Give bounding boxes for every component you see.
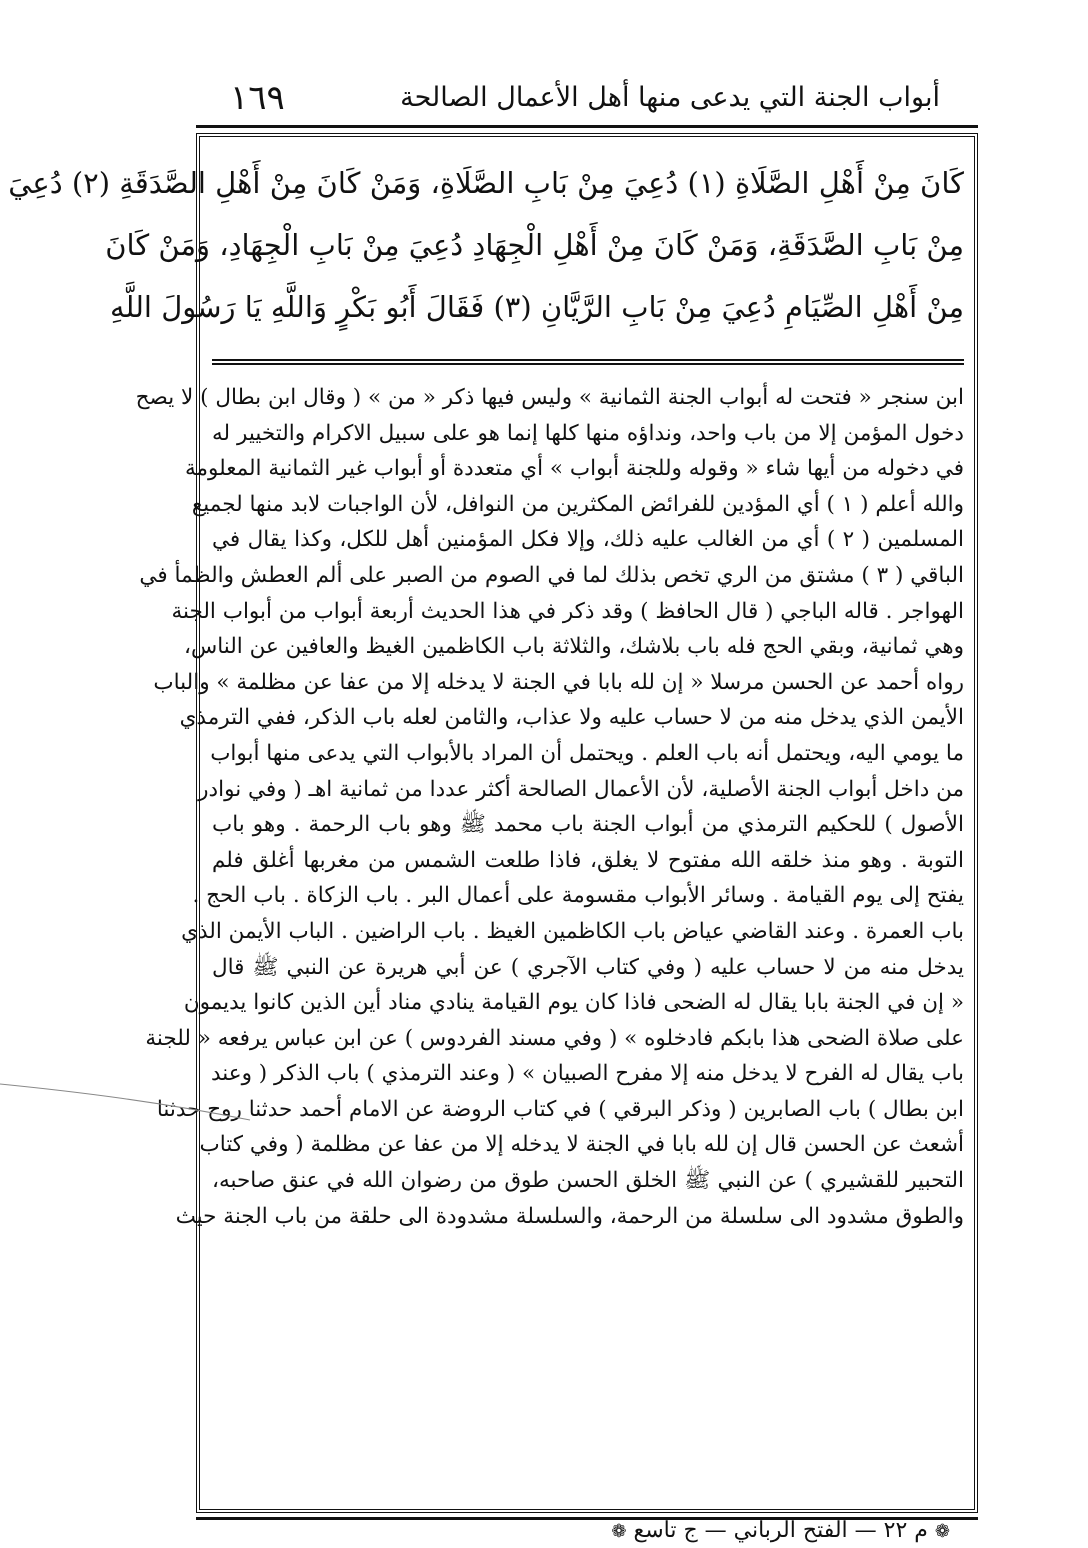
hadith-line: مِنْ أَهْلِ الصِّيَامِ دُعِيَ مِنْ بَابِ الرَّيَّانِ (٣) فَقَالَ أَبُو بَكْرٍ وَاللَّهِ يَا رَسُولَ اللَّهِ bbox=[109, 290, 964, 324]
commentary-line: في دخوله من أيها شاء « وقوله وللجنة أبواب » أي متعددة أو أبواب غير الثمانية المعلومة bbox=[184, 456, 964, 482]
page-header bbox=[200, 78, 940, 128]
commentary-line: يفتح إلى يوم القيامة . وسائر الأبواب مقسومة على أعمال البر . باب الزكاة . باب الحج . bbox=[192, 883, 964, 909]
commentary-line: من داخل أبواب الجنة الأصلية، لأن الأعمال الصالحة أكثر عددا من ثمانية اهـ ( وفي نوادر bbox=[198, 776, 964, 802]
section-divider bbox=[212, 359, 964, 365]
commentary-line: ما يومي اليه، ويحتمل أنه باب العلم . ويحتمل أن المراد بالأبواب التي يدعى منها أبواب bbox=[210, 740, 964, 766]
page-number: ١٦٩ bbox=[230, 78, 285, 118]
commentary-line: أشعث عن الحسن قال إن لله بابا في الجنة لا يدخله إلا من عفا عن مظلمة ( وفي كتاب bbox=[199, 1132, 964, 1158]
header-rule bbox=[196, 125, 978, 128]
commentary-line: التحبير للقشيري ) عن النبي ﷺ الخلق الحسن طوق من رضوان الله في عنق صاحبه، bbox=[212, 1168, 964, 1194]
footer-ornament-right: ❁ bbox=[934, 1521, 950, 1542]
commentary-line: التوبة . وهو منذ خلقه الله مفتوح لا يغلق، فاذا طلعت الشمس من مغربها أغلق فلم bbox=[212, 847, 964, 873]
footer-ornament-left: ❁ bbox=[611, 1521, 627, 1542]
commentary-line: وهي ثمانية، وبقي الحج فله باب بلاشك، والثلاثة باب الكاظمين الغيظ والعافين عن الناس، bbox=[184, 634, 964, 660]
footer-signature: م ٢٢ — الفتح الرباني — ج تاسع bbox=[633, 1518, 928, 1543]
commentary-line: والطوق مشدود الى سلسلة من الرحمة، والسلسلة مشدودة الى حلقة من باب الجنة حيث bbox=[175, 1203, 964, 1229]
commentary-line: رواه أحمد عن الحسن مرسلا « إن لله بابا في الجنة لا يدخله إلا من عفا عن مظلمة » والباب bbox=[153, 669, 964, 695]
commentary-line: « إن في الجنة بابا يقال له الضحى فاذا كان يوم القيامة ينادي مناد أين الذين كانوا يديمون bbox=[183, 990, 964, 1016]
commentary-line: الهواجر . قاله الباجي ( قال الحافظ ) وقد ذكر في هذا الحديث أربعة أبواب من أبواب الجنة bbox=[171, 598, 964, 624]
page-footer bbox=[590, 1518, 950, 1548]
hadith-line: كَانَ مِنْ أَهْلِ الصَّلَاةِ (١) دُعِيَ مِنْ بَابِ الصَّلَاةِ، وَمَنْ كَانَ مِنْ أَهْلِ الصَّدَقَةِ (٢) دُعِيَ bbox=[8, 166, 964, 200]
commentary-line: الباقي ( ٣ ) مشتق من الري تخص بذلك لما في الصوم من الصبر على ألم العطش والظمأ في bbox=[139, 562, 964, 588]
commentary-line: باب يقال له الفرح لا يدخل منه إلا مفرح الصبيان » ( وعند الترمذي ) باب الذكر ( وعند bbox=[210, 1061, 964, 1087]
commentary-line: يدخل منه من لا حساب عليه ( وفي كتاب الآجري ) عن أبي هريرة عن النبي ﷺ قال bbox=[212, 954, 964, 980]
commentary-line: والله أعلم ( ١ ) أي المؤدين للفرائض المكثرين من النوافل، لأن الواجبات لابد منها لجميع bbox=[191, 491, 964, 517]
hadith-line: مِنْ بَابِ الصَّدَقَةِ، وَمَنْ كَانَ مِنْ أَهْلِ الْجِهَادِ دُعِيَ مِنْ بَابِ الْجِهَادِ، وَمَنْ كَانَ bbox=[105, 228, 964, 262]
commentary-line: الأيمن الذي يدخل منه من لا حساب عليه ولا عذاب، والثامن لعله باب الذكر، ففي الترمذي bbox=[179, 705, 964, 731]
hadith-text bbox=[8, 152, 964, 352]
commentary-text bbox=[135, 380, 964, 1495]
commentary-line: الأصول ) للحكيم الترمذي من أبواب الجنة باب محمد ﷺ وهو باب الرحمة . وهو باب bbox=[212, 812, 964, 838]
commentary-line: دخول المؤمن إلا من باب واحد، ونداؤه منها كلها إنما هو على سبيل الاكرام والتخيير له bbox=[212, 420, 964, 446]
commentary-line: ابن بطال ) باب الصابرين ( وذكر البرقي ) في كتاب الروضة عن الامام أحمد حدثنا روح حدثنا bbox=[156, 1096, 964, 1122]
commentary-line: على صلاة الضحى هذا بابكم فادخلوه » ( وفي مسند الفردوس ) عن ابن عباس يرفعه « للجنة bbox=[145, 1025, 964, 1051]
commentary-line: المسلمين ( ٢ ) أي من الغالب عليه ذلك، وإلا فكل المؤمنين أهل للكل، وكذا يقال في bbox=[212, 527, 964, 553]
commentary-line: ابن سنجر « فتحت له أبواب الجنة الثمانية » وليس فيها ذكر « من » ( وقال ابن بطال ) لا يصح bbox=[135, 385, 964, 410]
scan-artifact-line bbox=[0, 1082, 250, 1122]
running-title: أبواب الجنة التي يدعى منها أهل الأعمال الصالحة bbox=[400, 82, 940, 113]
commentary-line: باب العمرة . وعند القاضي عياض باب الكاظمين الغيظ . باب الراضين . الباب الأيمن الذي bbox=[181, 918, 964, 944]
